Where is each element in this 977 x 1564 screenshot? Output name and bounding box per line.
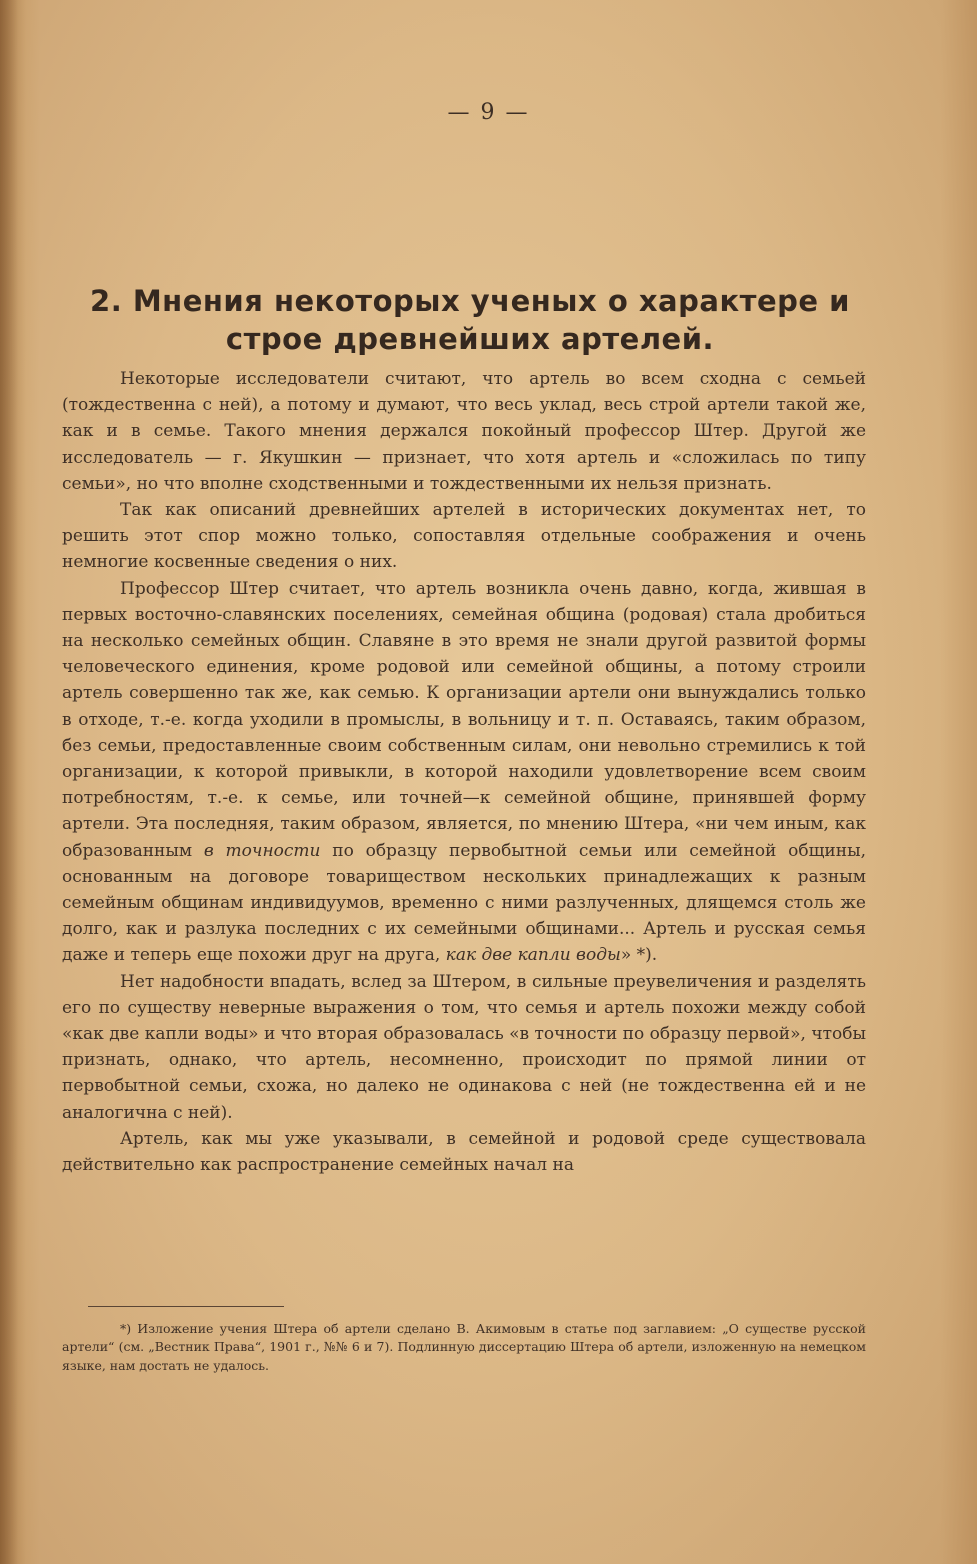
paragraph-1: Некоторые исследователи считают, что артель во всем сходна с семьей (тождественна с ней), а потому и думают, что весь уклад, весь строй артели такой же, как и в семье. Такого мнения держался покойный профессор Штер. Другой же исследователь — г. Якушкин — признает, что хотя артель и «сложилась по типу семьи», но что вполне сходственными и тождественными их нельзя признать. <box>62 369 866 494</box>
page-number: — 9 — <box>447 100 530 125</box>
emphasis-v-tochnosti: в точности <box>203 840 321 861</box>
footnote-text: *) Изложение учения Штера об артели сделано В. Акимовым в статье под заглавием: „О существе русской артели“ (см. „Вестник Права“, 1901 г., №№ 6 и 7). Подлинную диссертацию Штера об артели, изложенную на немецком языке, нам достать не удалось. <box>62 1321 866 1373</box>
page-fold-shadow <box>0 0 26 1564</box>
paragraph-3-part-c: » *). <box>620 945 658 966</box>
footnote-divider <box>88 1306 284 1307</box>
paragraph-5: Артель, как мы уже указывали, в семейной и родовой среде существовала действительно как распространение семейных начал на <box>62 1128 866 1176</box>
section-heading: 2. Мнения некоторых ученых о характере и строе древнейших артелей. <box>90 284 850 356</box>
paragraph-3-part-b: по образцу первобытной семьи или семейной общины, основанным на договоре товариществом нескольких принадлежащих к разным семейным общинам индивидуумов, временно с ними разлученных, длящемся столь же долго, как и разлука последних с их семейными общинами... Артель и русская семья даже и теперь еще похожи друг на друга, <box>62 840 867 966</box>
paragraph-3-part-a: Профессор Штер считает, что артель возникла очень давно, когда, жившая в первых восточно-славянских поселениях, семейная община (родовая) стала дробиться на несколько семейных общин. Славяне в это время не знали другой развитой формы человеческого единения, кроме родовой или семейной общины, а потому строили артель совершенно так же, как семью. К организации артели они вынуждались только в отходе, т.-е. когда уходили в промыслы, в вольницу и т. п. Оставаясь, таким образом, без семьи, предоставленные своим собственным силам, они невольно стремились к той организации, к которой привыкли, в которой находили удовлетворение всем своим потребностям, т.-е. к семье, или точней—к семейной общине, принявшей форму артели. Эта последняя, таким образом, является, по мнению Штера, «ни чем иным, как образованным <box>62 578 866 861</box>
emphasis-kak-dve-kapli: как две капли воды <box>445 945 621 966</box>
paragraph-4: Нет надобности впадать, вслед за Штером, в сильные преувеличения и разделять его по существу неверные выражения о том, что семья и артель похожи между собой «как две капли воды» и что вторая образовалась «в точности по образцу первой», чтобы признать, однако, что артель, несомненно, происходит по прямой линии от первобытной семьи, схожа, но далеко не одинакова с ней (не тождественна ей и не аналогична с ней). <box>62 971 866 1123</box>
paragraph-3 <box>62 576 866 969</box>
body-text <box>62 366 866 1178</box>
paragraph-2: Так как описаний древнейших артелей в исторических документах нет, то решить этот спор можно только, сопоставляя отдельные соображения и очень немногие косвенные сведения о них. <box>62 500 866 573</box>
footnote <box>62 1320 866 1375</box>
